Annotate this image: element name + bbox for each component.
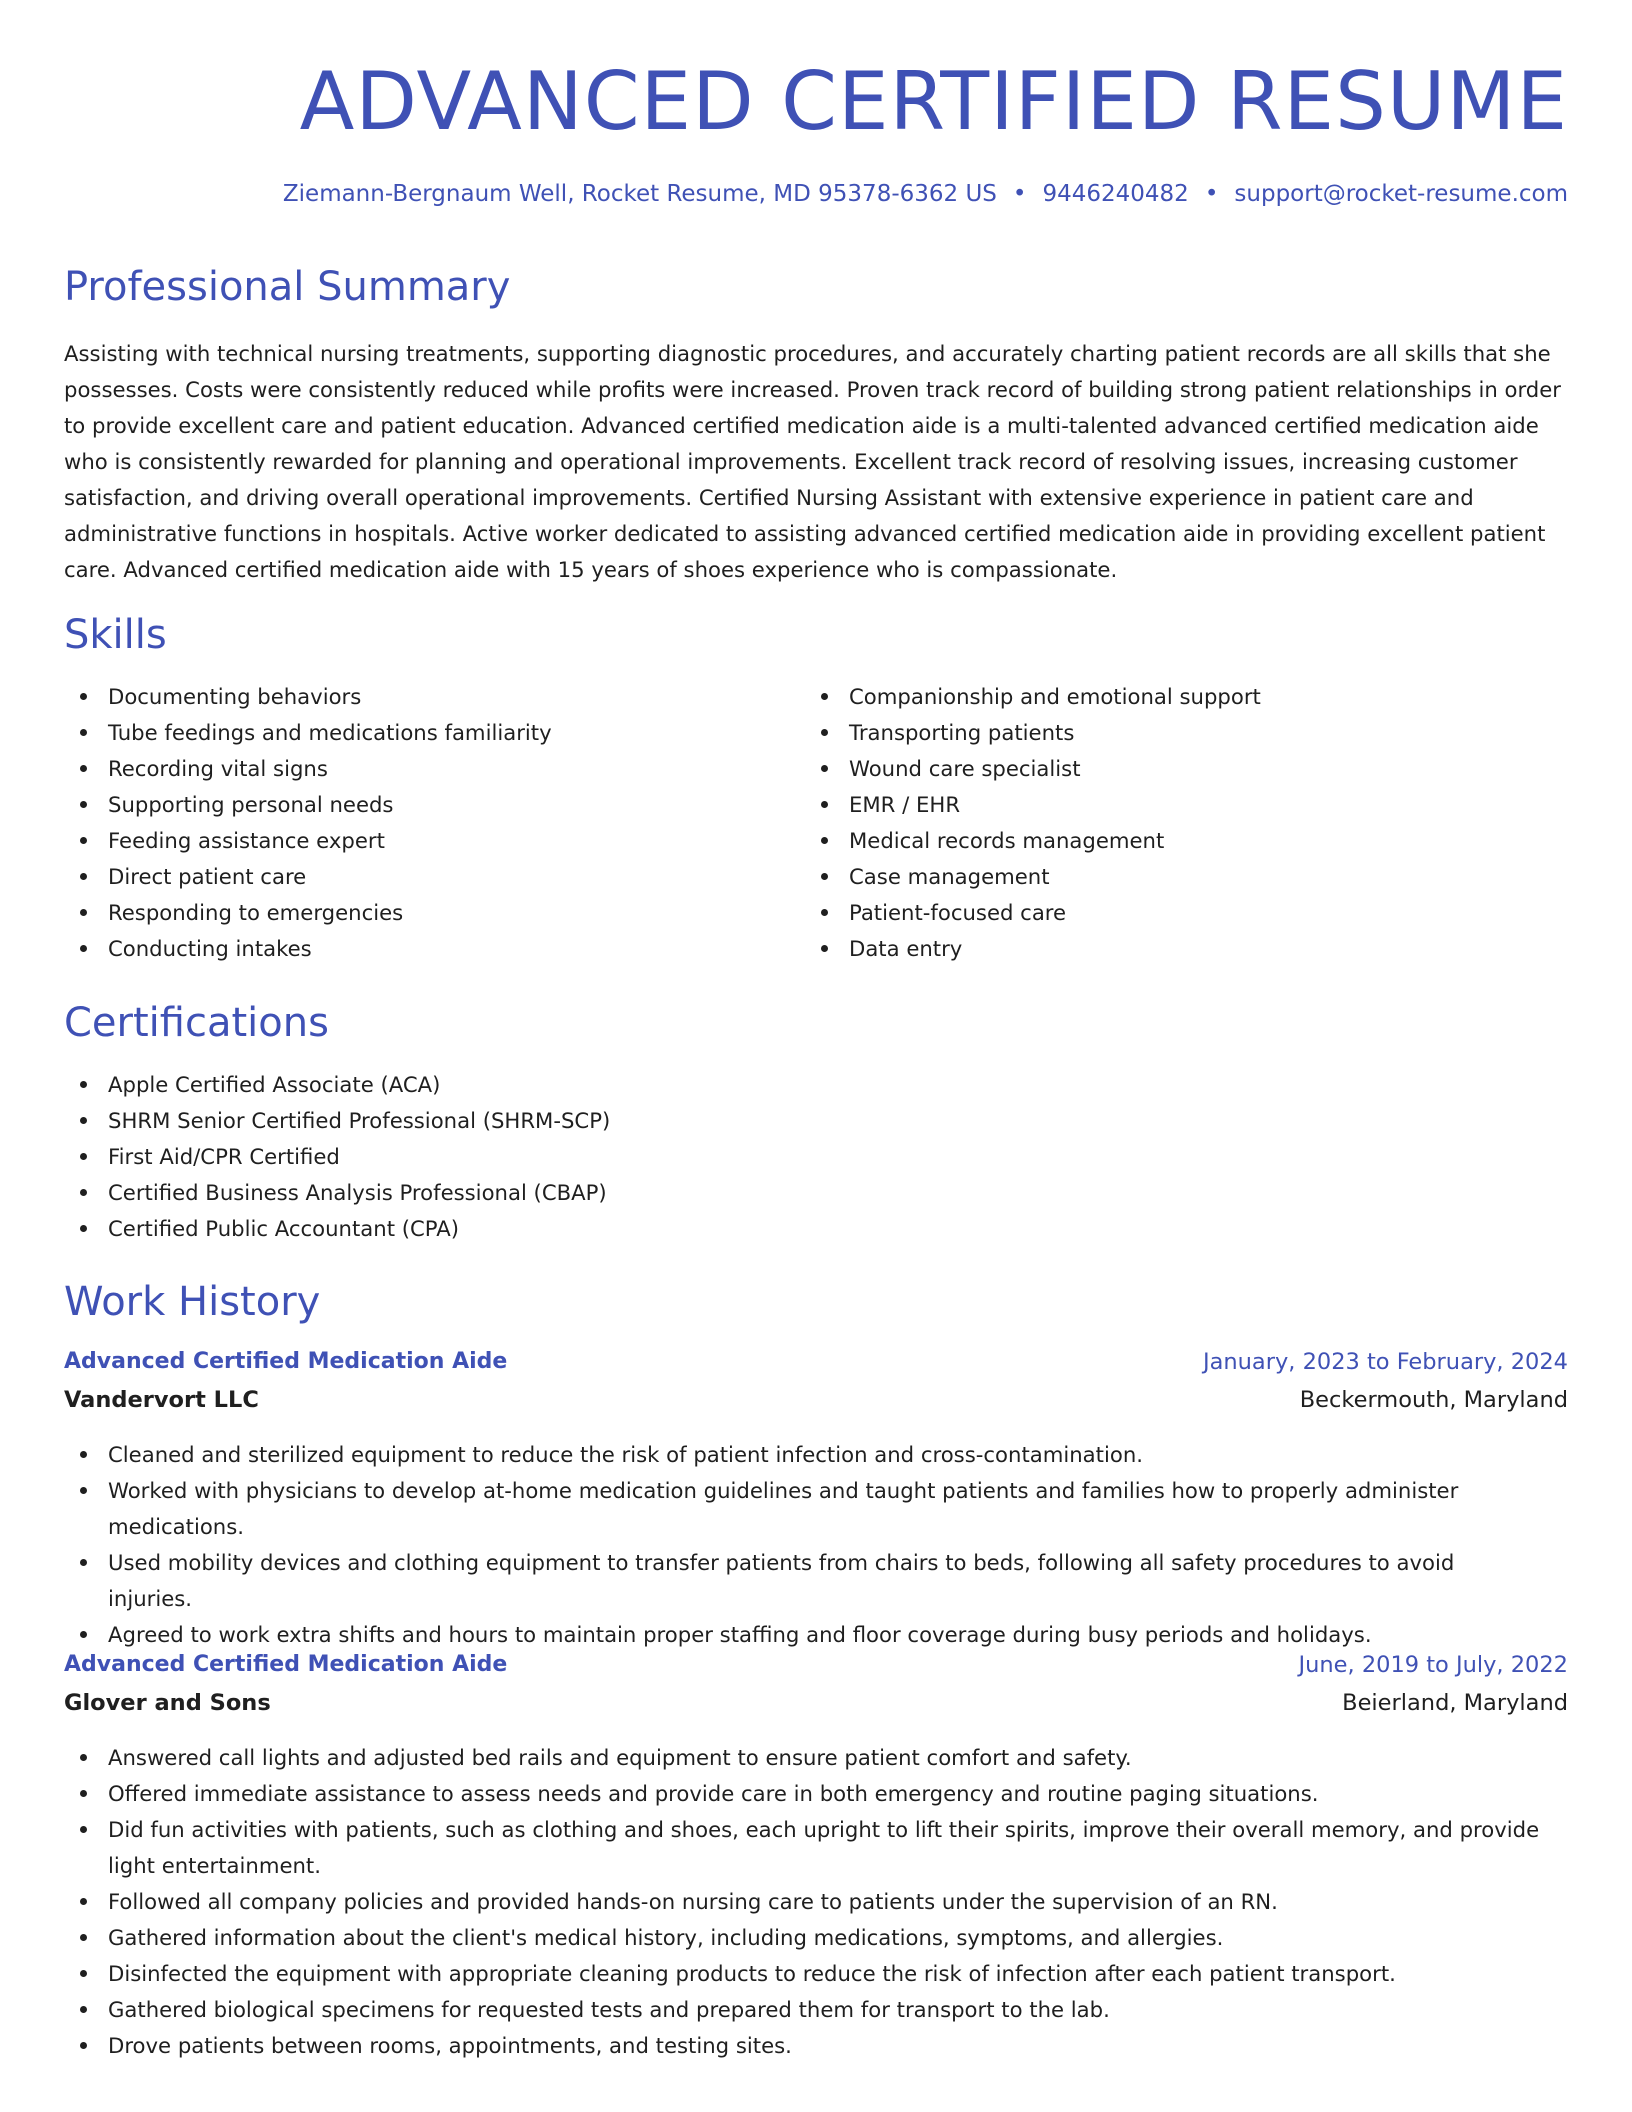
contact-separator: • xyxy=(1204,181,1219,207)
skill-item: Companionship and emotional support xyxy=(805,679,1545,715)
section-title-work-history: Work History xyxy=(64,1279,321,1325)
skill-item: Medical records management xyxy=(805,823,1545,859)
certification-item: Apple Certified Associate (ACA) xyxy=(64,1067,1568,1103)
skill-item: Feeding assistance expert xyxy=(64,823,784,859)
contact-email[interactable]: support@rocket-resume.com xyxy=(1234,181,1568,207)
certification-item: SHRM Senior Certified Professional (SHRM-SCP) xyxy=(64,1103,1568,1139)
skill-item: Responding to emergencies xyxy=(64,895,784,931)
resume-name: ADVANCED CERTIFIED RESUME xyxy=(299,55,1568,148)
job-bullet: Drove patients between rooms, appointments, and testing sites. xyxy=(64,2028,1544,2064)
certifications-list xyxy=(64,1067,1568,1247)
job-bullet: Followed all company policies and provided hands-on nursing care to patients under the supervision of an RN. xyxy=(64,1884,1544,1920)
contact-address: Ziemann-Bergnaum Well, Rocket Resume, MD 95378-6362 US xyxy=(282,181,997,207)
job-bullet: Agreed to work extra shifts and hours to maintain proper staffing and floor coverage during busy periods and holidays. xyxy=(64,1617,1544,1653)
certification-item: First Aid/CPR Certified xyxy=(64,1139,1568,1175)
skill-item: Data entry xyxy=(805,931,1545,967)
skills-list-right xyxy=(805,679,1545,967)
job-title: Advanced Certified Medication Aide xyxy=(64,1652,508,1677)
job-bullets xyxy=(64,1437,1544,1653)
job-dates: January, 2023 to February, 2024 xyxy=(1202,1349,1568,1375)
skill-item: Patient-focused care xyxy=(805,895,1545,931)
job-location: Beckermouth, Maryland xyxy=(1299,1387,1568,1413)
skill-item: Wound care specialist xyxy=(805,751,1545,787)
certification-item: Certified Business Analysis Professional (CBAP) xyxy=(64,1175,1568,1211)
resume-page xyxy=(64,0,1568,2112)
skill-item: Recording vital signs xyxy=(64,751,784,787)
job-bullet: Did fun activities with patients, such as clothing and shoes, each upright to lift their spirits, improve their overall memory, and provide light entertainment. xyxy=(64,1812,1544,1884)
section-title-skills: Skills xyxy=(64,612,167,658)
job-company: Vandervort LLC xyxy=(64,1387,259,1413)
contact-phone[interactable]: 9446240482 xyxy=(1042,181,1189,207)
job-bullet: Worked with physicians to develop at-home medication guidelines and taught patients and families how to properly administer medications. xyxy=(64,1473,1544,1545)
summary-text: Assisting with technical nursing treatments, supporting diagnostic procedures, and accurately charting patient records are all skills that she possesses. Costs were consistently reduced while profits were increased. Proven track record of building strong patient relationships in order to provide excellent care and patient education. Advanced certified medication aide is a multi-talented advanced certified medication aide who is consistently rewarded for planning and operational improvements. Excellent track record of resolving issues, increasing customer satisfaction, and driving overall operational improvements. Certified Nursing Assistant with extensive experience in patient care and administrative functions in hospitals. Active worker dedicated to assisting advanced certified medication aide in providing excellent patient care. Advanced certified medication aide with 15 years of shoes experience who is compassionate. xyxy=(64,341,1561,582)
skill-item: Documenting behaviors xyxy=(64,679,784,715)
job-bullet: Used mobility devices and clothing equipment to transfer patients from chairs to beds, following all safety procedures to avoid injuries. xyxy=(64,1545,1544,1617)
skill-item: Direct patient care xyxy=(64,859,784,895)
skill-item: Conducting intakes xyxy=(64,931,784,967)
job-bullet: Cleaned and sterilized equipment to reduce the risk of patient infection and cross-contamination. xyxy=(64,1437,1544,1473)
section-title-summary: Professional Summary xyxy=(64,264,511,310)
job-bullet: Gathered biological specimens for requested tests and prepared them for transport to the lab. xyxy=(64,1992,1544,2028)
contact-line xyxy=(283,178,1568,210)
job-bullet: Answered call lights and adjusted bed rails and equipment to ensure patient comfort and safety. xyxy=(64,1740,1544,1776)
job-dates: June, 2019 to July, 2022 xyxy=(1298,1652,1568,1678)
job-bullet: Offered immediate assistance to assess needs and provide care in both emergency and routine paging situations. xyxy=(64,1776,1544,1812)
job-bullet: Disinfected the equipment with appropriate cleaning products to reduce the risk of infection after each patient transport. xyxy=(64,1956,1544,1992)
skill-item: Transporting patients xyxy=(805,715,1545,751)
skill-item: Tube feedings and medications familiarity xyxy=(64,715,784,751)
contact-separator: • xyxy=(1012,181,1027,207)
skill-item: Supporting personal needs xyxy=(64,787,784,823)
job-bullets xyxy=(64,1740,1544,2064)
certification-item: Certified Public Accountant (CPA) xyxy=(64,1211,1568,1247)
job-title: Advanced Certified Medication Aide xyxy=(64,1349,508,1374)
skill-item: EMR / EHR xyxy=(805,787,1545,823)
job-company: Glover and Sons xyxy=(64,1690,271,1716)
job-bullet: Gathered information about the client's medical history, including medications, symptoms, and allergies. xyxy=(64,1920,1544,1956)
skill-item: Case management xyxy=(805,859,1545,895)
section-title-certifications: Certifications xyxy=(64,1000,329,1046)
job-location: Beierland, Maryland xyxy=(1342,1690,1568,1716)
skills-list-left xyxy=(64,679,784,967)
